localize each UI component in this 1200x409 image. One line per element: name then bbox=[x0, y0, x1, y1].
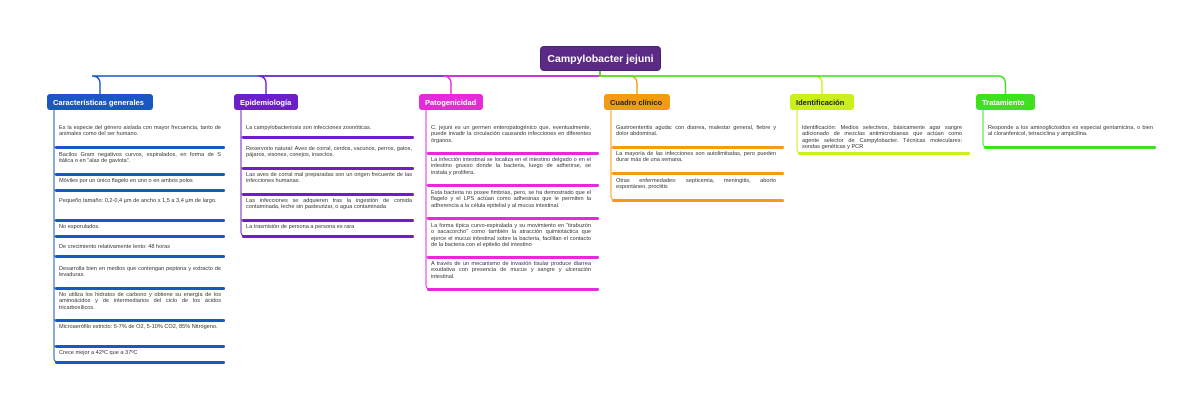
branch-5[interactable] bbox=[976, 94, 1035, 110]
branch-title: Patogenicidad bbox=[425, 97, 477, 107]
note-underline bbox=[55, 146, 225, 149]
note-item[interactable]: Identificación: Medios selectivos, básicamente agar sangre adicionado de mezclas antimicrobianas que actúan como agente selector de Campylobacter. Técnicas moleculares: sondas genéticas y PCR bbox=[802, 125, 962, 151]
note-underline bbox=[984, 146, 1156, 149]
note-item[interactable]: Es la especie del género aislada con mayor frecuencia, tanto de animales como del ser humano. bbox=[59, 125, 221, 138]
branch-4[interactable] bbox=[790, 94, 854, 110]
branch-title: Cuadro clínico bbox=[610, 97, 663, 107]
note-underline bbox=[55, 345, 225, 348]
root-topic[interactable] bbox=[541, 47, 660, 70]
branch-3[interactable] bbox=[604, 94, 670, 110]
note-item[interactable]: La infección intestinal se localiza en el intestino delgado o en el intestino grueso donde la bacteria, luego de adherirse, se instala y prolifera. bbox=[431, 157, 591, 176]
note-underline bbox=[427, 184, 599, 187]
note-underline bbox=[427, 256, 599, 259]
note-item[interactable]: La forma típica curvo-espiralada y su movimiento en “tirabuzón o sacacorcho” como también la atracción quimiotáctica que ejerce el mucus intestinal sobre la bacteria, facilitan el contacto de la bacteria con el epitelio del intestino bbox=[431, 223, 591, 249]
note-item[interactable]: Pequeño tamaño: 0,2-0,4 µm de ancho x 1,5 a 3,4 µm de largo. bbox=[59, 198, 217, 204]
note-underline bbox=[612, 199, 784, 202]
note-item[interactable]: Desarrolla bien en medios que contengan peptona y extracto de levaduras. bbox=[59, 266, 221, 279]
note-underline bbox=[427, 152, 599, 155]
note-underline bbox=[612, 172, 784, 175]
note-item[interactable]: A través de un mecanismo de invasión tisular produce diarrea exudativa con presencia de mucus y sangre y ulceración intestinal. bbox=[431, 261, 591, 280]
note-underline bbox=[427, 288, 599, 291]
root-title: Campylobacter jejuni bbox=[547, 52, 654, 65]
note-item[interactable]: C. jejuni es un germen enteropatogénico que, eventualmente, puede invadir la circulación causando infecciones en diferentes órganos. bbox=[431, 125, 591, 144]
branch-1[interactable] bbox=[234, 94, 298, 110]
note-item[interactable]: Las infecciones se adquieren tras la ingestión de comida contaminada, leche sin pasteurizar, o agua contaminada bbox=[246, 198, 412, 211]
note-underline bbox=[242, 219, 414, 222]
note-item[interactable]: De crecimiento relativamente lento: 48 horas bbox=[59, 244, 170, 250]
note-underline bbox=[612, 146, 784, 149]
note-underline bbox=[242, 235, 414, 238]
note-item[interactable]: Las aves de corral mal preparadas son un origen frecuente de las infecciones humanas. bbox=[246, 172, 412, 185]
note-item[interactable]: La trasmisión de persona a persona es rara bbox=[246, 224, 355, 230]
branch-title: Identificación bbox=[796, 97, 845, 107]
branch-0[interactable] bbox=[47, 94, 153, 110]
branch-2[interactable] bbox=[419, 94, 483, 110]
note-item[interactable]: Otras enfermedades: septicemia, meningitis, aborto espontáneo, proctitis bbox=[616, 178, 776, 191]
note-item[interactable]: Gastroenteritis aguda: con diarrea, malestar general, fiebre y dolor abdominal. bbox=[616, 125, 776, 138]
note-item[interactable]: Bacilos Gram negativos curvos, espiralados, en forma de S itálica o en “alas de gaviota”. bbox=[59, 152, 221, 165]
note-underline bbox=[55, 361, 225, 364]
note-underline bbox=[55, 287, 225, 290]
note-underline bbox=[55, 189, 225, 192]
note-item[interactable]: Crece mejor a 42ºC que a 37ºC bbox=[59, 350, 138, 356]
note-item[interactable]: La campylobacteriosis son infecciones zoonóticas. bbox=[246, 125, 372, 131]
note-underline bbox=[242, 193, 414, 196]
note-item[interactable]: Responde a los aminoglicósidos es especial gentamicina, o bien al cloranfenicol, tetraciclina y ampicilina. bbox=[988, 125, 1153, 138]
note-underline bbox=[242, 136, 414, 139]
note-underline bbox=[242, 167, 414, 170]
note-item[interactable]: Reservorio natural: Aves de corral, cerdos, vacunos, perros, gatos, pájaros, visones, conejos, insectos. bbox=[246, 146, 412, 159]
note-item[interactable]: La mayoría de las infecciones son autolimitadas, pero pueden durar más de una semana. bbox=[616, 151, 776, 164]
branch-title: Tratamiento bbox=[982, 97, 1025, 107]
note-underline bbox=[55, 219, 225, 222]
note-underline bbox=[798, 152, 970, 155]
branch-title: Epidemiología bbox=[240, 97, 292, 107]
note-item[interactable]: No esporulados. bbox=[59, 224, 100, 230]
note-underline bbox=[427, 217, 599, 220]
note-item[interactable]: No utiliza los hidratos de carbono y obtiene su energía de los aminoácidos y de intermediarios del ciclo de los ácidos tricarboxílicos. bbox=[59, 292, 221, 311]
note-underline bbox=[55, 235, 225, 238]
note-item[interactable]: Móviles por un único flagelo en uno o en ambos polos bbox=[59, 178, 193, 184]
note-underline bbox=[55, 255, 225, 258]
note-underline bbox=[55, 173, 225, 176]
note-item[interactable]: Microaerófilo estricto: 5-7% de O2, 5-10% CO2, 85% Nitrógeno. bbox=[59, 324, 218, 330]
note-item[interactable]: Esta bacteria no posee fimbrias, pero, se ha demostrado que el flagelo y el LPS actúan como adhesinas que le permiten la adherencia a la célula epitelial y al mucus intestinal. bbox=[431, 190, 591, 209]
note-underline bbox=[55, 319, 225, 322]
branch-title: Características generales bbox=[53, 97, 144, 107]
